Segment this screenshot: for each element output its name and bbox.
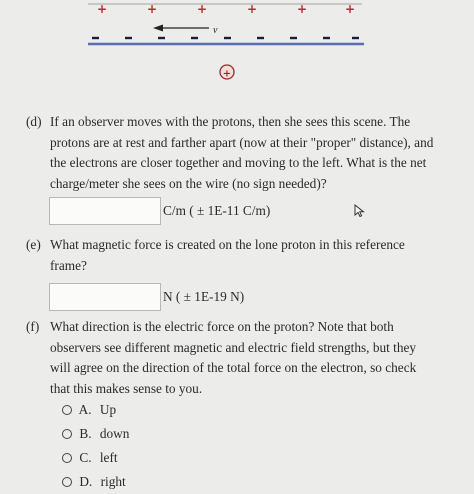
proton-plus: + (146, 2, 158, 16)
question-d (26, 112, 466, 196)
radio-button[interactable] (62, 453, 72, 463)
question-line: What direction is the electric force on the proton? Note that both (50, 319, 394, 334)
option-text: Up (99, 402, 117, 417)
proton-plus: + (96, 2, 108, 16)
option-d[interactable] (62, 474, 126, 490)
option-text: left (99, 450, 118, 465)
option-letter: C. (79, 450, 92, 465)
question-label: (f) (26, 319, 40, 334)
mouse-cursor-icon (353, 204, 367, 218)
question-text (50, 112, 433, 194)
velocity-arrow (153, 25, 218, 37)
option-text: right (100, 474, 126, 489)
question-line: the electrons are closer together and moving to the left. What is the net (50, 155, 427, 170)
option-letter: B. (79, 426, 92, 441)
question-line: protons are at rest and farther apart (now at their "proper" distance), and (50, 134, 434, 150)
answer-input-e[interactable] (49, 283, 161, 311)
option-text: down (99, 426, 130, 441)
answer-input-d[interactable] (49, 197, 161, 225)
radio-button[interactable] (62, 405, 72, 415)
answer-row-d (49, 197, 309, 225)
radio-button[interactable] (62, 477, 72, 487)
question-label: (e) (26, 237, 41, 252)
option-b[interactable] (62, 426, 129, 442)
question-e (26, 235, 466, 277)
question-f (26, 317, 466, 401)
question-line: observers see different magnetic and electric field strengths, but they (50, 339, 417, 355)
lone-proton-icon (220, 65, 234, 80)
proton-plus: + (344, 2, 356, 16)
question-line: charge/meter she sees on the wire (no sign needed)? (50, 175, 327, 191)
question-line: frame? (50, 257, 87, 273)
option-letter: A. (78, 402, 92, 417)
radio-button[interactable] (62, 429, 72, 439)
units-label-d: C/m ( ± 1E-11 C/m) (163, 203, 271, 218)
proton-plus: + (246, 2, 258, 16)
proton-plus: + (196, 2, 208, 16)
answer-row-e (49, 283, 309, 311)
question-line: If an observer moves with the protons, then she sees this scene. The (50, 114, 411, 129)
velocity-label: v (213, 25, 218, 36)
units-label-e: N ( ± 1E-19 N) (163, 289, 245, 304)
svg-text:+: + (222, 68, 232, 80)
question-text (50, 235, 405, 276)
question-line: What magnetic force is created on the lone proton in this reference (50, 237, 405, 252)
option-c[interactable] (62, 450, 118, 466)
proton-plus: + (296, 2, 308, 16)
question-label: (d) (26, 114, 42, 129)
question-line: will agree on the direction of the total force on the electron, so check (50, 360, 417, 375)
question-text (50, 317, 416, 399)
option-letter: D. (79, 474, 93, 489)
wire-figure (0, 0, 474, 95)
option-a[interactable] (62, 402, 116, 418)
question-line: that this makes sense to you. (50, 380, 203, 396)
